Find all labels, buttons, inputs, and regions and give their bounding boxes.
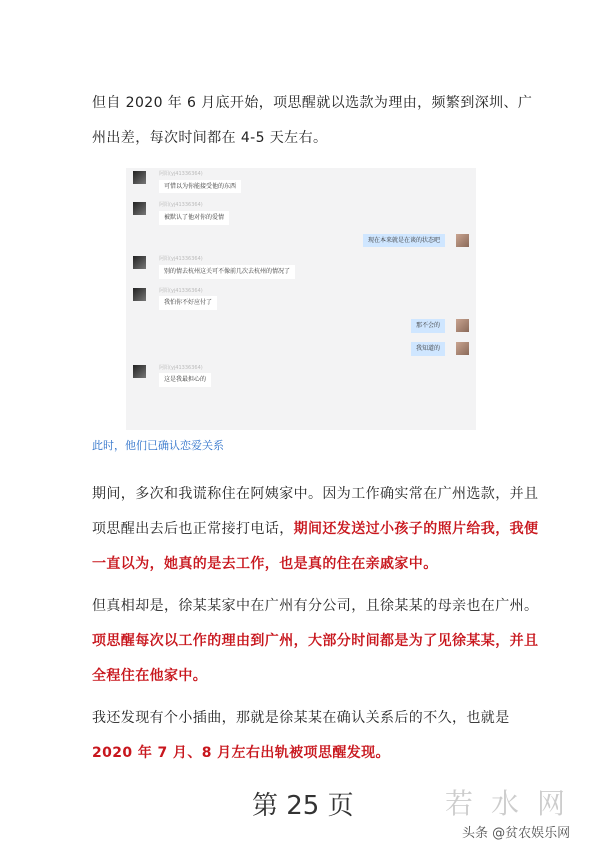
message-bubble: 被默认了他对你的爱情 <box>159 211 229 225</box>
message-content <box>411 342 445 356</box>
contact-avatar <box>133 256 146 269</box>
paragraph-2 <box>92 477 540 582</box>
paragraph-4 <box>92 701 540 771</box>
sender-name: 阿阳(yj41336364) <box>159 171 203 177</box>
chat-message <box>126 288 476 310</box>
message-bubble: 可惜以为你能接受他的东西 <box>159 180 241 194</box>
message-content <box>159 256 295 278</box>
sender-name: 阿阳(yj41336364) <box>159 364 203 371</box>
message-bubble: 那不会的 <box>411 319 445 333</box>
paragraph-2-highlight: 期间还发送过小孩子的照片给我，我便一直以为，她真的是去工作，也是真的住在亲戚家中。 <box>92 521 539 572</box>
message-bubble: 我知道的 <box>411 342 445 356</box>
paragraph-2-text: 期间，多次和我谎称住在阿姨家中。因为工作确实常在广州选款，并且项思醒出去后也正常接打电话， <box>92 486 539 537</box>
document-body <box>92 86 540 823</box>
sender-name: 阿阳(yj41336364) <box>159 256 203 263</box>
watermark: 若水网 <box>445 787 584 820</box>
chat-message <box>126 319 476 333</box>
paragraph-gap <box>92 582 540 589</box>
paragraph-3-text: 但真相却是，徐某某家中在广州有分公司，且徐某某的母亲也在广州。 <box>92 598 539 614</box>
paragraph-gap <box>92 694 540 701</box>
message-bubble: 这是我最担心的 <box>159 373 211 387</box>
message-bubble: 我怕你不好应付了 <box>159 296 217 310</box>
sender-name: 阿阳(yj41336364) <box>159 202 203 209</box>
message-content <box>411 319 445 333</box>
page-number: 第 25 页 <box>252 791 354 821</box>
chat-message <box>126 202 476 224</box>
message-content <box>159 202 229 224</box>
contact-avatar <box>133 288 146 301</box>
contact-avatar <box>133 365 146 378</box>
my-avatar <box>456 234 469 247</box>
message-bubble: 别的情去杭州这关可不像前几次去杭州的情况了 <box>159 265 295 279</box>
paragraph-4-text: 我还发现有个小插曲，那就是徐某某在确认关系后的不久，也就是 <box>92 710 510 726</box>
message-content <box>363 234 445 248</box>
message-content <box>159 171 241 193</box>
paragraph-1: 但自 2020 年 6 月底开始，项思醒就以选款为理由，频繁到深圳、广州出差，每次时间都在 4-5 天左右。 <box>92 95 533 146</box>
my-avatar <box>456 342 469 355</box>
watermark-source: 头条 @贫农娱乐网 <box>462 826 571 841</box>
message-content <box>159 365 211 387</box>
sender-name: 阿阳(yj41336364) <box>159 287 203 294</box>
chat-message <box>126 342 476 356</box>
contact-avatar <box>133 202 146 215</box>
paragraph-3-highlight: 项思醒每次以工作的理由到广州，大部分时间都是为了见徐某某，并且全程住在他家中。 <box>92 633 539 684</box>
message-content <box>159 288 217 310</box>
message-bubble: 现在本来就是在谈的状态吧 <box>363 234 445 248</box>
chat-screenshot <box>126 168 476 430</box>
image-caption: 此时，他们已确认恋爱关系 <box>92 439 224 452</box>
chat-message <box>126 234 476 248</box>
paragraph-3 <box>92 589 540 694</box>
contact-avatar <box>133 171 146 184</box>
chat-message <box>126 171 476 193</box>
paragraph-4-highlight: 2020 年 7 月、8 月左右出轨被项思醒发现。 <box>92 745 390 761</box>
chat-message <box>126 365 476 387</box>
chat-message <box>126 256 476 278</box>
my-avatar <box>456 319 469 332</box>
